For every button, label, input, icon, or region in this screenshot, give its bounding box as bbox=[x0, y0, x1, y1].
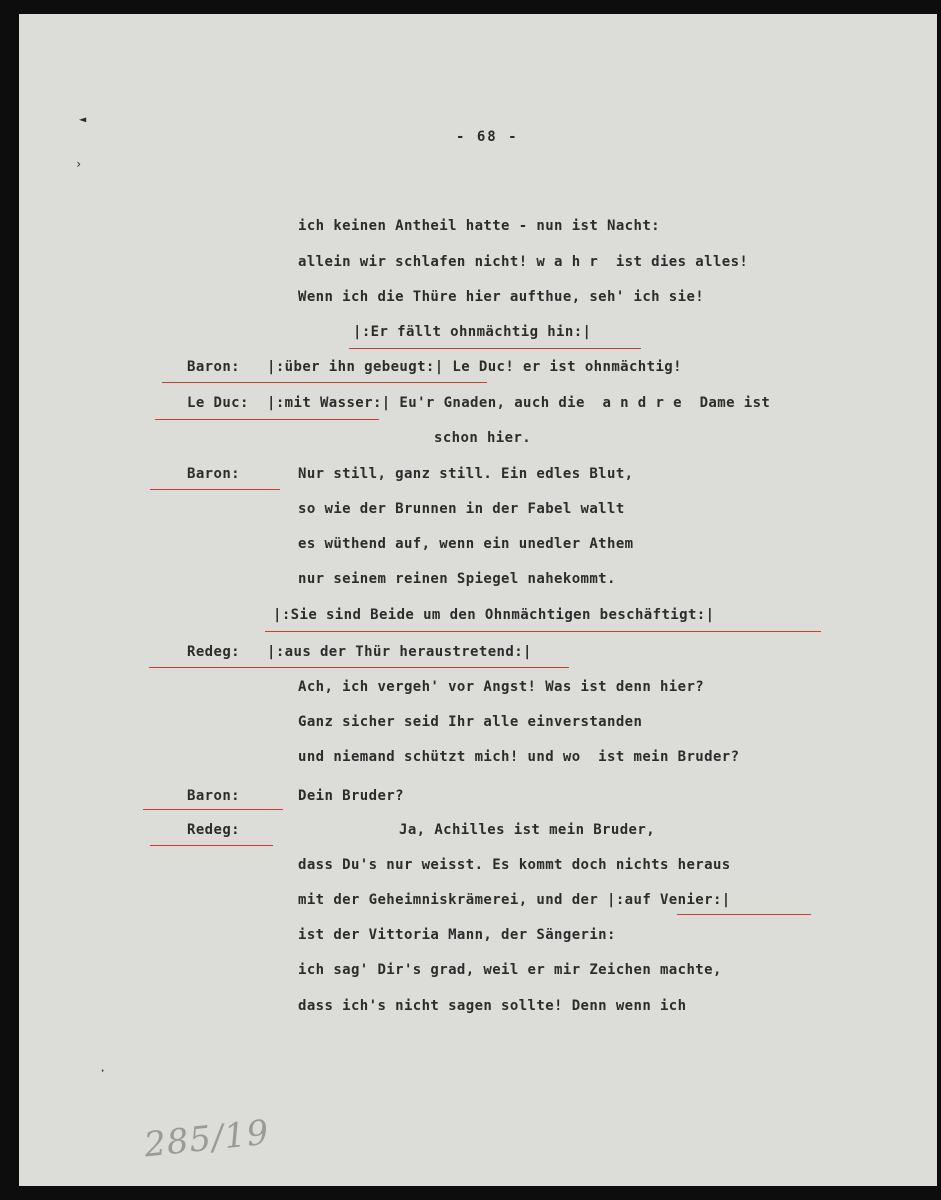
text-line: |:mit Wasser:| Eu'r Gnaden, auch die a n d r e Dame ist bbox=[267, 395, 771, 411]
text-line: allein wir schlafen nicht! w a h r ist dies alles! bbox=[298, 254, 749, 270]
text-line: so wie der Brunnen in der Fabel wallt bbox=[298, 501, 625, 517]
text-line: Ganz sicher seid Ihr alle einverstanden bbox=[298, 714, 643, 730]
red-underline bbox=[149, 667, 569, 668]
speaker-label: Baron: bbox=[187, 466, 240, 482]
text-line: und niemand schützt mich! und wo ist mein Bruder? bbox=[298, 749, 740, 765]
margin-mark: › bbox=[75, 157, 83, 171]
stage-direction: |:Sie sind Beide um den Ohnmächtigen beschäftigt:| bbox=[273, 607, 715, 623]
text-line: dass Du's nur weisst. Es kommt doch nichts heraus bbox=[298, 857, 731, 873]
red-underline bbox=[150, 489, 280, 490]
page-number: - 68 - bbox=[456, 129, 519, 145]
text-line: es wüthend auf, wenn ein unedler Athem bbox=[298, 536, 634, 552]
text-line: Ja, Achilles ist mein Bruder, bbox=[399, 822, 656, 838]
stage-direction: |:aus der Thür heraustretend:| bbox=[267, 644, 532, 660]
speaker-label: Baron: bbox=[187, 359, 240, 375]
text-line: mit der Geheimniskrämerei, und der |:auf Venier:| bbox=[298, 892, 731, 908]
red-underline bbox=[162, 382, 487, 383]
text-line: Dein Bruder? bbox=[298, 788, 404, 804]
speaker-label: Redeg: bbox=[187, 822, 240, 838]
text-line: ist der Vittoria Mann, der Sängerin: bbox=[298, 927, 616, 943]
red-underline bbox=[143, 809, 283, 810]
text-line: schon hier. bbox=[434, 430, 532, 446]
text-line: nur seinem reinen Spiegel nahekommt. bbox=[298, 571, 616, 587]
document-page bbox=[19, 14, 937, 1186]
text-line: Nur still, ganz still. Ein edles Blut, bbox=[298, 466, 634, 482]
speaker-label: Le Duc: bbox=[187, 395, 249, 411]
stage-direction: |:Er fällt ohnmächtig hin:| bbox=[353, 324, 592, 340]
text-line: |:über ihn gebeugt:| Le Duc! er ist ohnmächtig! bbox=[267, 359, 682, 375]
red-underline bbox=[349, 348, 641, 349]
text-line: dass ich's nicht sagen sollte! Denn wenn ich bbox=[298, 998, 687, 1014]
red-underline bbox=[265, 631, 821, 632]
speaker-label: Baron: bbox=[187, 788, 240, 804]
red-underline bbox=[150, 845, 273, 846]
text-line: ich sag' Dir's grad, weil er mir Zeichen machte, bbox=[298, 962, 722, 978]
text-line: ich keinen Antheil hatte - nun ist Nacht: bbox=[298, 218, 660, 234]
margin-mark: ◄ bbox=[79, 112, 87, 126]
margin-mark: · bbox=[99, 1064, 107, 1078]
red-underline bbox=[677, 914, 811, 915]
speaker-label: Redeg: bbox=[187, 644, 240, 660]
red-underline bbox=[155, 419, 379, 420]
text-line: Wenn ich die Thüre hier aufthue, seh' ich sie! bbox=[298, 289, 705, 305]
pencil-archive-number: 285/19 bbox=[142, 1112, 272, 1166]
text-line: Ach, ich vergeh' vor Angst! Was ist denn hier? bbox=[298, 679, 705, 695]
